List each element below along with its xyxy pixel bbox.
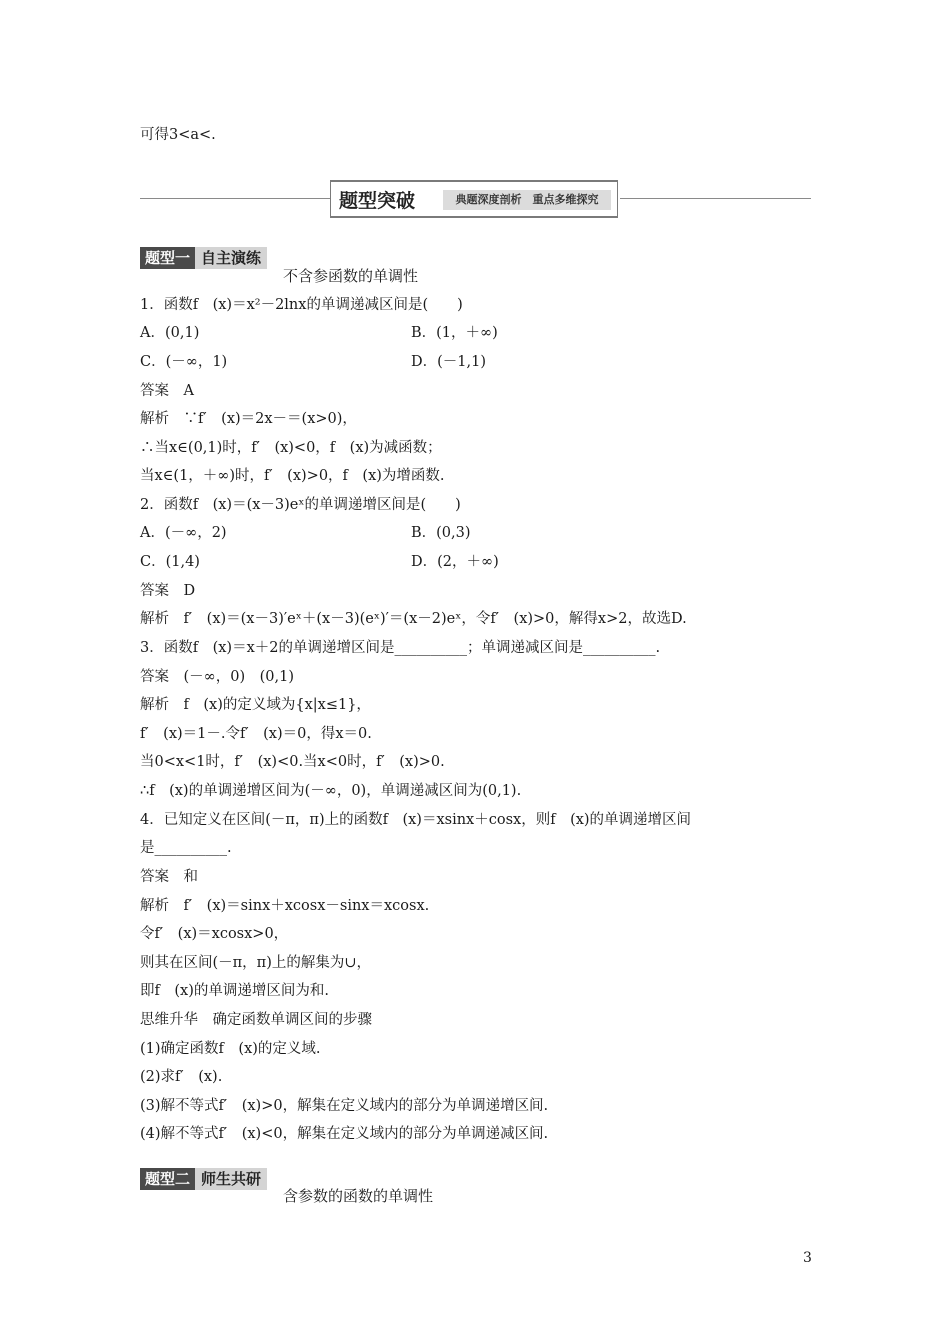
q1-analysis-3: 当x∈(1，＋∞)时，f′ (x)>0，f (x)为增函数. bbox=[140, 468, 445, 484]
type2-subtitle: 含参数的函数的单调性 bbox=[283, 1187, 434, 1205]
q1-analysis-1: 解析 ∵f′ (x)＝2x－＝(x>0)， bbox=[140, 411, 357, 427]
type2-tag bbox=[140, 1168, 267, 1190]
q1-option-a: A．(0,1) bbox=[140, 325, 200, 341]
q4-stem-1: 4．已知定义在区间(－π，π)上的函数f (x)＝xsinx＋cosx，则f (x)的单调递增区间 bbox=[140, 812, 692, 828]
q2-option-c: C．(1,4) bbox=[140, 554, 200, 570]
q3-analysis-1: 解析 f (x)的定义域为{x|x≤1}， bbox=[140, 697, 371, 713]
q2-option-d: D．(2，＋∞) bbox=[411, 554, 499, 570]
section-banner bbox=[330, 180, 618, 218]
q1-option-c: C．(－∞，1) bbox=[140, 354, 228, 370]
banner-rule-right bbox=[620, 198, 811, 199]
q3-stem: 3．函数f (x)＝x＋2的单调递增区间是__________；单调递减区间是__________. bbox=[140, 640, 661, 656]
q1-stem: 1．函数f (x)＝x²－2lnx的单调递减区间是( ) bbox=[140, 297, 463, 313]
type2-tag-light: 师生共研 bbox=[195, 1168, 267, 1190]
type1-tag-light: 自主演练 bbox=[195, 247, 267, 269]
q4-answer: 答案 和 bbox=[140, 869, 198, 885]
page-number: 3 bbox=[803, 1250, 812, 1266]
q4-analysis-4: 即f (x)的单调递增区间为和. bbox=[140, 983, 329, 999]
q1-option-b: B．(1，＋∞) bbox=[411, 325, 498, 341]
q1-option-d: D．(－1,1) bbox=[411, 354, 486, 370]
q1-answer: 答案 A bbox=[140, 383, 194, 399]
q4-analysis-1: 解析 f′ (x)＝sinx＋xcosx－sinx＝xcosx. bbox=[140, 898, 430, 914]
q3-analysis-3: 当0<x<1时，f′ (x)<0.当x<0时，f′ (x)>0. bbox=[140, 754, 445, 770]
q4-analysis-2: 令f′ (x)＝xcosx>0， bbox=[140, 926, 289, 942]
q3-analysis-2: f′ (x)＝1－.令f′ (x)＝0，得x＝0. bbox=[140, 726, 372, 742]
summary-heading: 思维升华 确定函数单调区间的步骤 bbox=[140, 1012, 372, 1028]
q3-answer: 答案 (－∞，0) (0,1) bbox=[140, 669, 294, 685]
q2-stem: 2．函数f (x)＝(x－3)eˣ的单调递增区间是( ) bbox=[140, 497, 461, 513]
summary-step-1: (1)确定函数f (x)的定义域. bbox=[140, 1041, 321, 1057]
type2-tag-dark: 题型二 bbox=[140, 1168, 195, 1190]
q3-analysis-4: ∴f (x)的单调递增区间为(－∞，0)，单调递减区间为(0,1). bbox=[140, 783, 522, 799]
type1-subtitle: 不含参函数的单调性 bbox=[283, 267, 419, 285]
banner-rule-left bbox=[140, 198, 330, 199]
q2-option-b: B．(0,3) bbox=[411, 525, 471, 541]
q4-analysis-3: 则其在区间(－π，π)上的解集为∪， bbox=[140, 955, 372, 971]
type1-tag-dark: 题型一 bbox=[140, 247, 195, 269]
q4-stem-2: 是__________. bbox=[140, 840, 232, 856]
q2-answer: 答案 D bbox=[140, 583, 196, 599]
banner-title: 题型突破 bbox=[339, 190, 416, 212]
banner-tag: 典题深度剖析 重点多维探究 bbox=[443, 190, 611, 210]
q2-analysis: 解析 f′ (x)＝(x－3)′eˣ＋(x－3)(eˣ)′＝(x－2)eˣ，令f′ (x)>0，解得x>2，故选D. bbox=[140, 611, 687, 627]
q1-analysis-2: ∴当x∈(0,1)时，f′ (x)<0，f (x)为减函数； bbox=[140, 440, 442, 456]
type1-tag bbox=[140, 247, 267, 269]
summary-step-4: (4)解不等式f′ (x)<0，解集在定义域内的部分为单调递减区间. bbox=[140, 1126, 549, 1142]
summary-step-3: (3)解不等式f′ (x)>0，解集在定义域内的部分为单调递增区间. bbox=[140, 1098, 549, 1114]
intro-line: 可得3<a<. bbox=[140, 127, 216, 143]
summary-step-2: (2)求f′ (x). bbox=[140, 1069, 223, 1085]
q2-option-a: A．(－∞，2) bbox=[140, 525, 227, 541]
